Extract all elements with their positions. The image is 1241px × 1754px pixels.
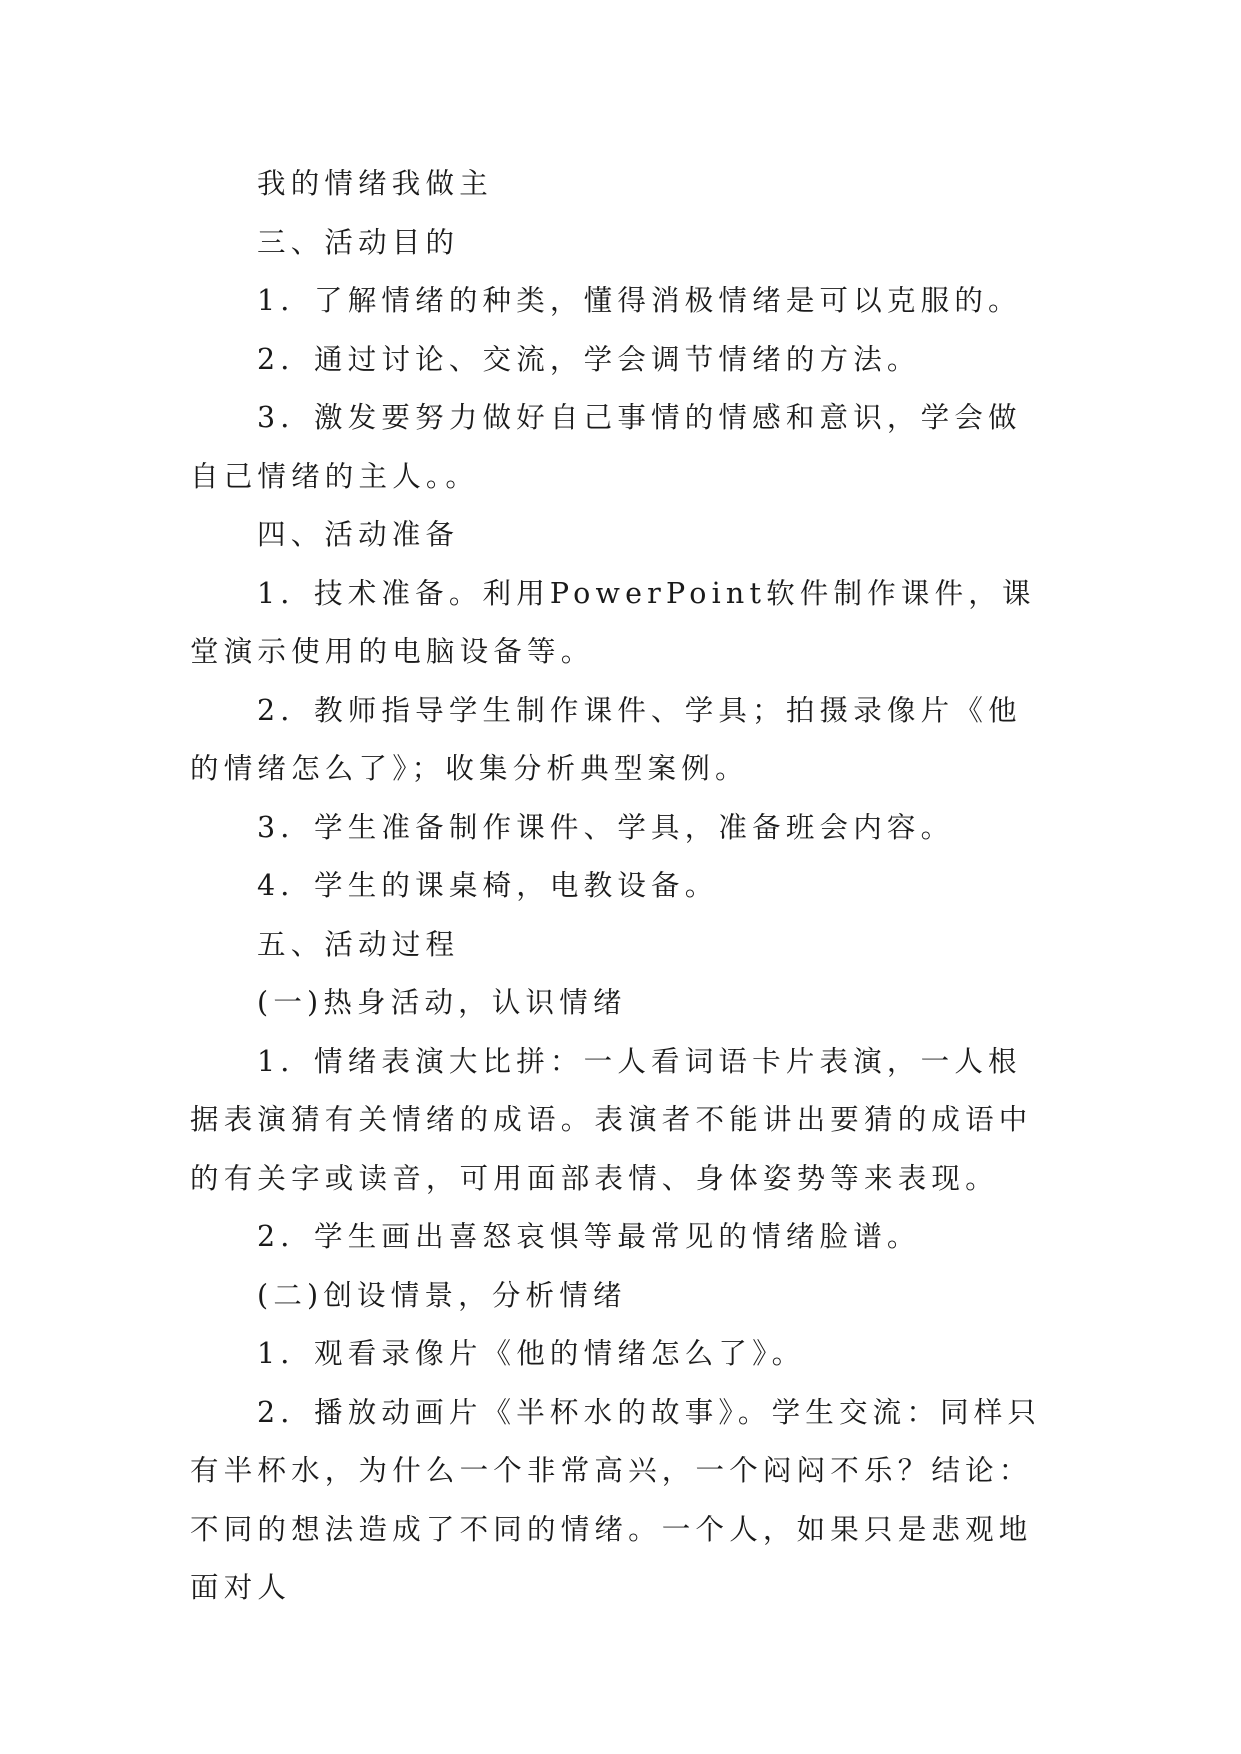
scenario-item-1: 1．观看录像片《他的情绪怎么了》。 (257, 1337, 806, 1370)
document-body (190, 155, 1052, 1618)
preparation-item-2: 2．教师指导学生制作课件、学具；拍摄录像片《他的情绪怎么了》；收集分析典型案例。 (190, 693, 1022, 785)
warmup-item-2: 2．学生画出喜怒哀惧等最常见的情绪脸谱。 (257, 1220, 921, 1253)
subsection-heading-scenario: (二)创设情景，分析情绪 (257, 1278, 627, 1312)
preparation-item-3: 3．学生准备制作课件、学具，准备班会内容。 (257, 810, 955, 844)
objective-item-2: 2．通过讨论、交流，学会调节情绪的方法。 (257, 342, 921, 376)
document-title: 我的情绪我做主 (257, 167, 493, 200)
warmup-item-1: 1．情绪表演大比拼：一人看词语卡片表演，一人根据表演猜有关情绪的成语。表演者不能讲出要猜的成语中的有关字或读音，可用面部表情、身体姿势等来表现。 (190, 1044, 1033, 1195)
preparation-item-4: 4．学生的课桌椅，电教设备。 (257, 869, 719, 902)
section-heading-process: 五、活动过程 (257, 927, 460, 961)
objective-item-3: 3．激发要努力做好自己事情的情感和意识，学会做自己情绪的主人。。 (190, 401, 1022, 493)
section-heading-preparation: 四、活动准备 (257, 518, 460, 551)
subsection-heading-warmup: (一)热身活动，认识情绪 (257, 986, 627, 1019)
section-heading-objectives: 三、活动目的 (257, 225, 460, 259)
preparation-item-1: 1．技术准备。利用PowerPoint软件制作课件，课堂演示使用的电脑设备等。 (190, 576, 1036, 668)
scenario-item-2: 2．播放动画片《半杯水的故事》。学生交流：同样只有半杯水，为什么一个非常高兴，一个闷闷不乐？结论：不同的想法造成了不同的情绪。一个人，如果只是悲观地面对人 (190, 1395, 1042, 1604)
objective-item-1: 1．了解情绪的种类，懂得消极情绪是可以克服的。 (257, 284, 1022, 317)
